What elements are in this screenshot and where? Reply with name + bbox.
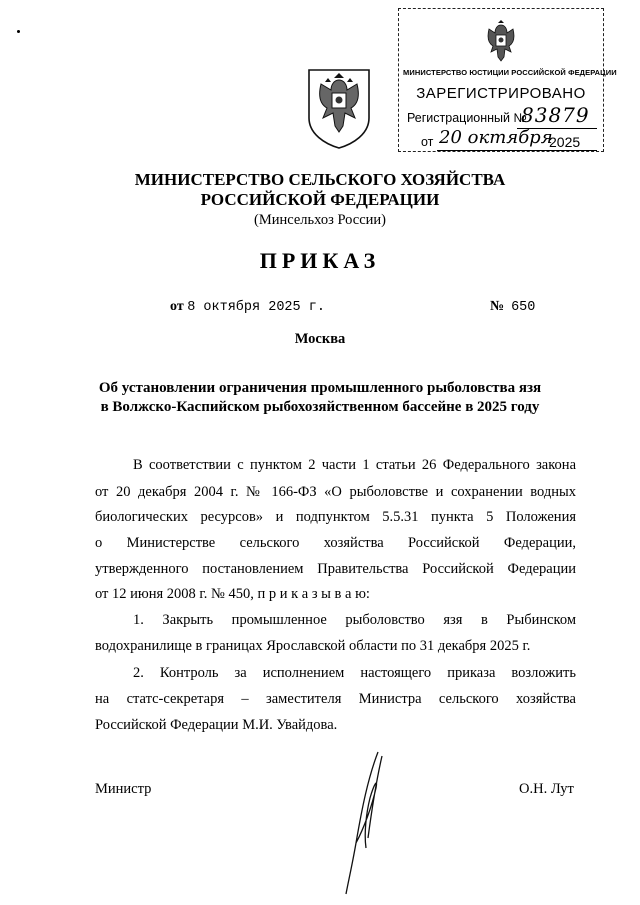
signatory-name: О.Н. Лут [519, 781, 574, 797]
registration-stamp [398, 8, 617, 152]
document-type-title: ПРИКАЗ [259, 248, 381, 273]
body-line-1: В соответствии с пунктом 2 части 1 статьи 26 Федерального закона [133, 457, 576, 473]
order-date-prefix: от [170, 299, 184, 314]
body-line-5: утвержденного постановлением Правительства Российской Федерации [95, 561, 576, 577]
subject-line1: Об установлении ограничения промышленного рыболовства язя [98, 380, 542, 396]
org-short-name: (Минсельхоз России) [254, 212, 386, 228]
order-date-value: 8 октября 2025 г. [187, 300, 325, 315]
stamp-year: 2025 [549, 134, 581, 150]
body-line-2: от 20 декабря 2004 г. № 166-ФЗ «О рыболовстве и сохранении водных [95, 484, 576, 500]
stamp-date-prefix: от [421, 135, 434, 149]
body-line-9: 2. Контроль за исполнением настоящего приказа возложить [133, 665, 576, 681]
coat-of-arms-icon [303, 66, 375, 150]
order-date [170, 299, 325, 315]
city: Москва [294, 331, 346, 347]
handwritten-signature [338, 748, 398, 898]
body-line-3: биологических ресурсов» и подпунктом 5.5.31 пункта 5 Положения [95, 509, 576, 525]
scan-dot [17, 30, 20, 33]
stamp-date-underline [437, 150, 597, 151]
order-number-sign: № [490, 299, 505, 314]
subject-line2: в Волжско-Каспийском рыбохозяйственном бассейне в 2025 году [100, 399, 540, 415]
order-number [490, 299, 535, 315]
stamp-registered-label: ЗАРЕГИСТРИРОВАНО [416, 85, 586, 102]
stamp-date-handwritten: 20 октября [439, 127, 553, 148]
stamp-reg-number-label: Регистрационный № [407, 111, 527, 125]
body-line-7: 1. Закрыть промышленное рыболовство язя в Рыбинском [133, 612, 576, 628]
body-line-8: водохранилище в границах Ярославской области по 31 декабря 2025 г. [95, 638, 531, 654]
stamp-reg-number: 83879 [521, 103, 590, 127]
body-line-10: на статс-секретаря – заместителя Министра сельского хозяйства [95, 691, 576, 707]
body-line-11: Российской Федерации М.И. Увайдова. [95, 717, 338, 733]
org-name-line1: МИНИСТЕРСТВО СЕЛЬСКОГО ХОЗЯЙСТВА [134, 170, 506, 189]
stamp-ministry-name: МИНИСТЕРСТВО ЮСТИЦИИ РОССИЙСКОЙ ФЕДЕРАЦИИ [403, 68, 617, 77]
body-line-6: от 12 июня 2008 г. № 450, п р и к а з ы в а ю: [95, 586, 370, 602]
double-headed-eagle-emblem-icon [481, 19, 521, 65]
signatory-title: Министр [95, 781, 152, 797]
order-number-value: 650 [511, 300, 536, 315]
org-name-line2: РОССИЙСКОЙ ФЕДЕРАЦИИ [200, 190, 440, 209]
body-line-4: о Министерстве сельского хозяйства Российской Федерации, [95, 535, 576, 551]
